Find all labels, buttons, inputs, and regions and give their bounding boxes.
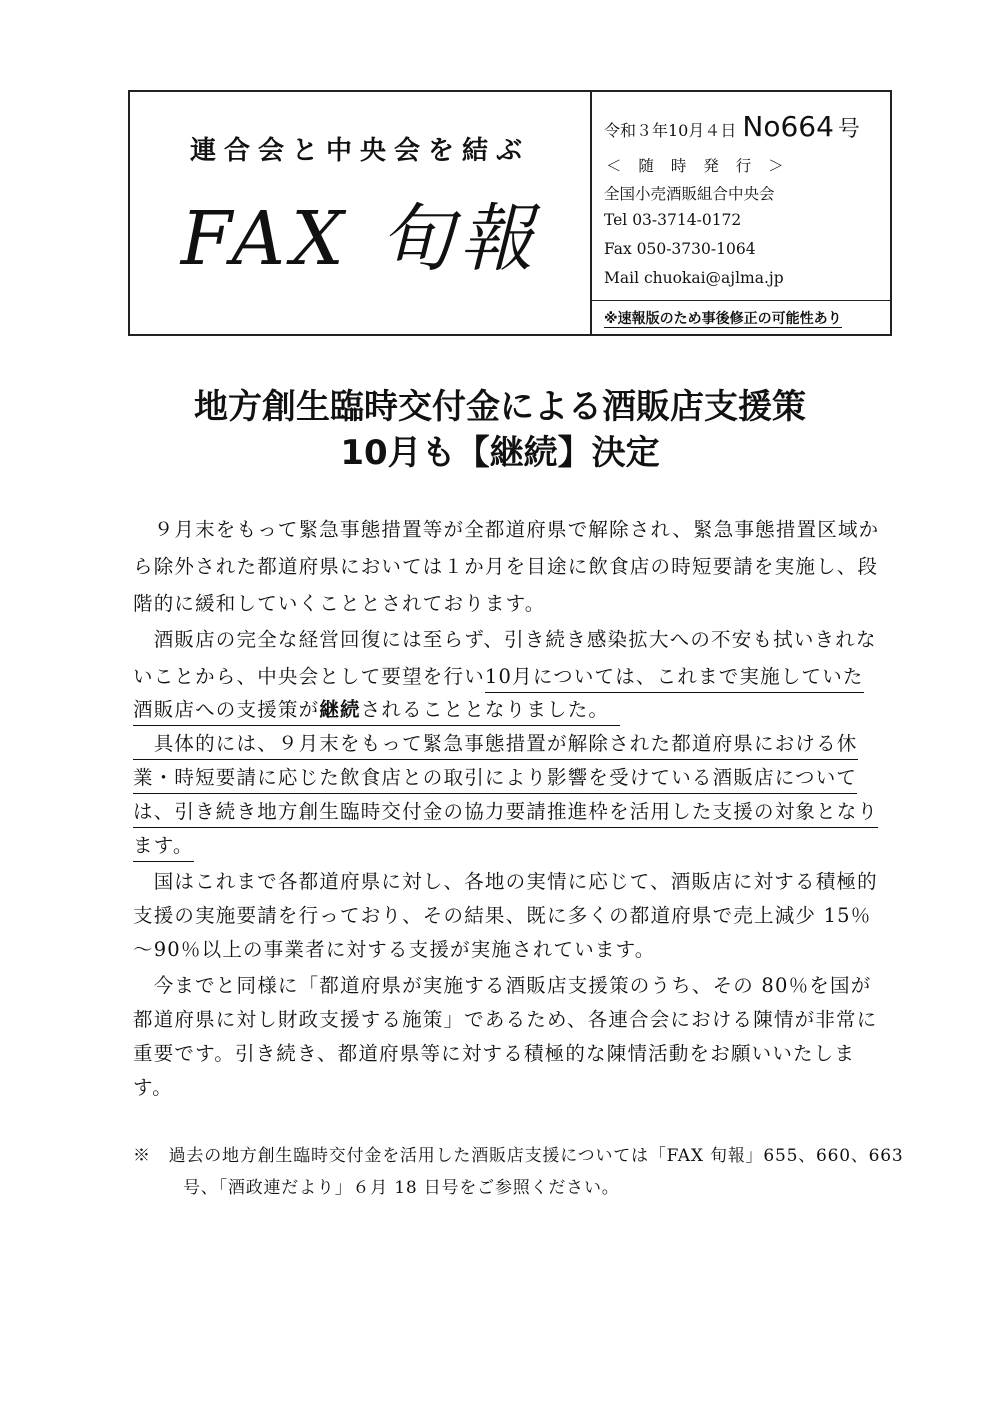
p2-line-3 (133, 700, 620, 720)
p5-line-4: す。 (133, 1076, 173, 1099)
headline-line-1: 地方創生臨時交付金による酒販店支援策 (194, 387, 806, 427)
masthead (130, 92, 592, 334)
p3-line-1 (133, 734, 858, 754)
p3-line-1-text: 具体的には、９月末をもって緊急事態措置が解除された都道府県における休 (133, 732, 858, 760)
publication-title: FAX 旬報 (180, 196, 540, 282)
p5-line-3: 重要です。引き続き、都道府県等に対する積極的な陳情活動をお願いいたしま (133, 1042, 856, 1065)
p5-line-1: 今までと同様に「都道府県が実施する酒販店支援策のうち、その 80％を国が (133, 974, 872, 997)
mail: Mail chuokai@ajlma.jp (604, 269, 784, 287)
issue-info (592, 92, 890, 334)
p5-line-2: 都道府県に対し財政支援する施策」であるため、各連合会における陳情が非常に (133, 1008, 878, 1031)
p2-line-3-a-text: 酒販店への支援策が (133, 698, 320, 721)
issue-number: No664 (742, 110, 834, 143)
notice-text: ※速報版のため事後修正の可能性あり (604, 311, 842, 327)
tagline: 連合会と中央会を結ぶ (189, 136, 530, 166)
footnote-line-2: 号、「酒政連だより」６月 18 日号をご参照ください。 (183, 1178, 620, 1198)
fax: Fax 050-3730-1064 (604, 240, 756, 258)
frequency: ＜ 随 時 発 行 ＞ (606, 157, 790, 175)
p3-line-4 (133, 836, 194, 856)
p2-line-3-a (133, 698, 620, 726)
p3-line-3-text: は、引き続き地方創生臨時交付金の協力要請推進枠を活用した支援の対象となり (133, 800, 878, 828)
p1-line-1: ９月末をもって緊急事態措置等が全都道府県で解除され、緊急事態措置区域か (133, 518, 880, 541)
organization: 全国小売酒販組合中央会 (604, 185, 775, 203)
p2-line-2-b: 10月については、これまで実施していた (485, 665, 864, 693)
p4-line-1: 国はこれまで各都道府県に対し、各地の実情に応じて、酒販店に対する積極的 (133, 870, 878, 893)
p1-line-3: 階的に緩和していくこととされております。 (133, 592, 546, 615)
tel: Tel 03-3714-0172 (604, 211, 742, 229)
p2-line-2 (133, 667, 864, 687)
p2-line-1: 酒販店の完全な経営回復には至らず、引き続き感染拡大への不安も拭いきれな (133, 628, 877, 651)
notice (592, 300, 890, 334)
headline-line-2: 10月も【継続】決定 (340, 433, 660, 473)
p3-line-3 (133, 802, 878, 822)
header-box (128, 90, 892, 336)
p3-line-2 (133, 768, 857, 788)
p2-line-3-bold: 継続 (319, 698, 361, 721)
p3-line-4-text: ます。 (133, 834, 194, 862)
issue-suffix: 号 (837, 117, 860, 142)
p2-line-2-a: いことから、中央会として要望を行い (133, 665, 485, 688)
p3-line-2-text: 業・時短要請に応じた飲食店との取引により影響を受けている酒販店について (133, 766, 857, 794)
p4-line-2: 支援の実施要請を行っており、その結果、既に多くの都道府県で売上減少 15％ (133, 904, 872, 927)
p1-line-2: ら除外された都道府県においては１か月を目途に飲食店の時短要請を実施し、段 (133, 555, 879, 578)
p4-line-3: ～90％以上の事業者に対する支援が実施されています。 (133, 938, 656, 961)
p2-line-3-b-text: されることとなりました。 (360, 698, 600, 721)
issue-date: 令和３年10月４日 (604, 121, 737, 140)
issue-line (604, 110, 860, 143)
footnote-line-1: ※ 過去の地方創生臨時交付金を活用した酒販店支援については「FAX 旬報」655、660、663 (133, 1146, 904, 1166)
